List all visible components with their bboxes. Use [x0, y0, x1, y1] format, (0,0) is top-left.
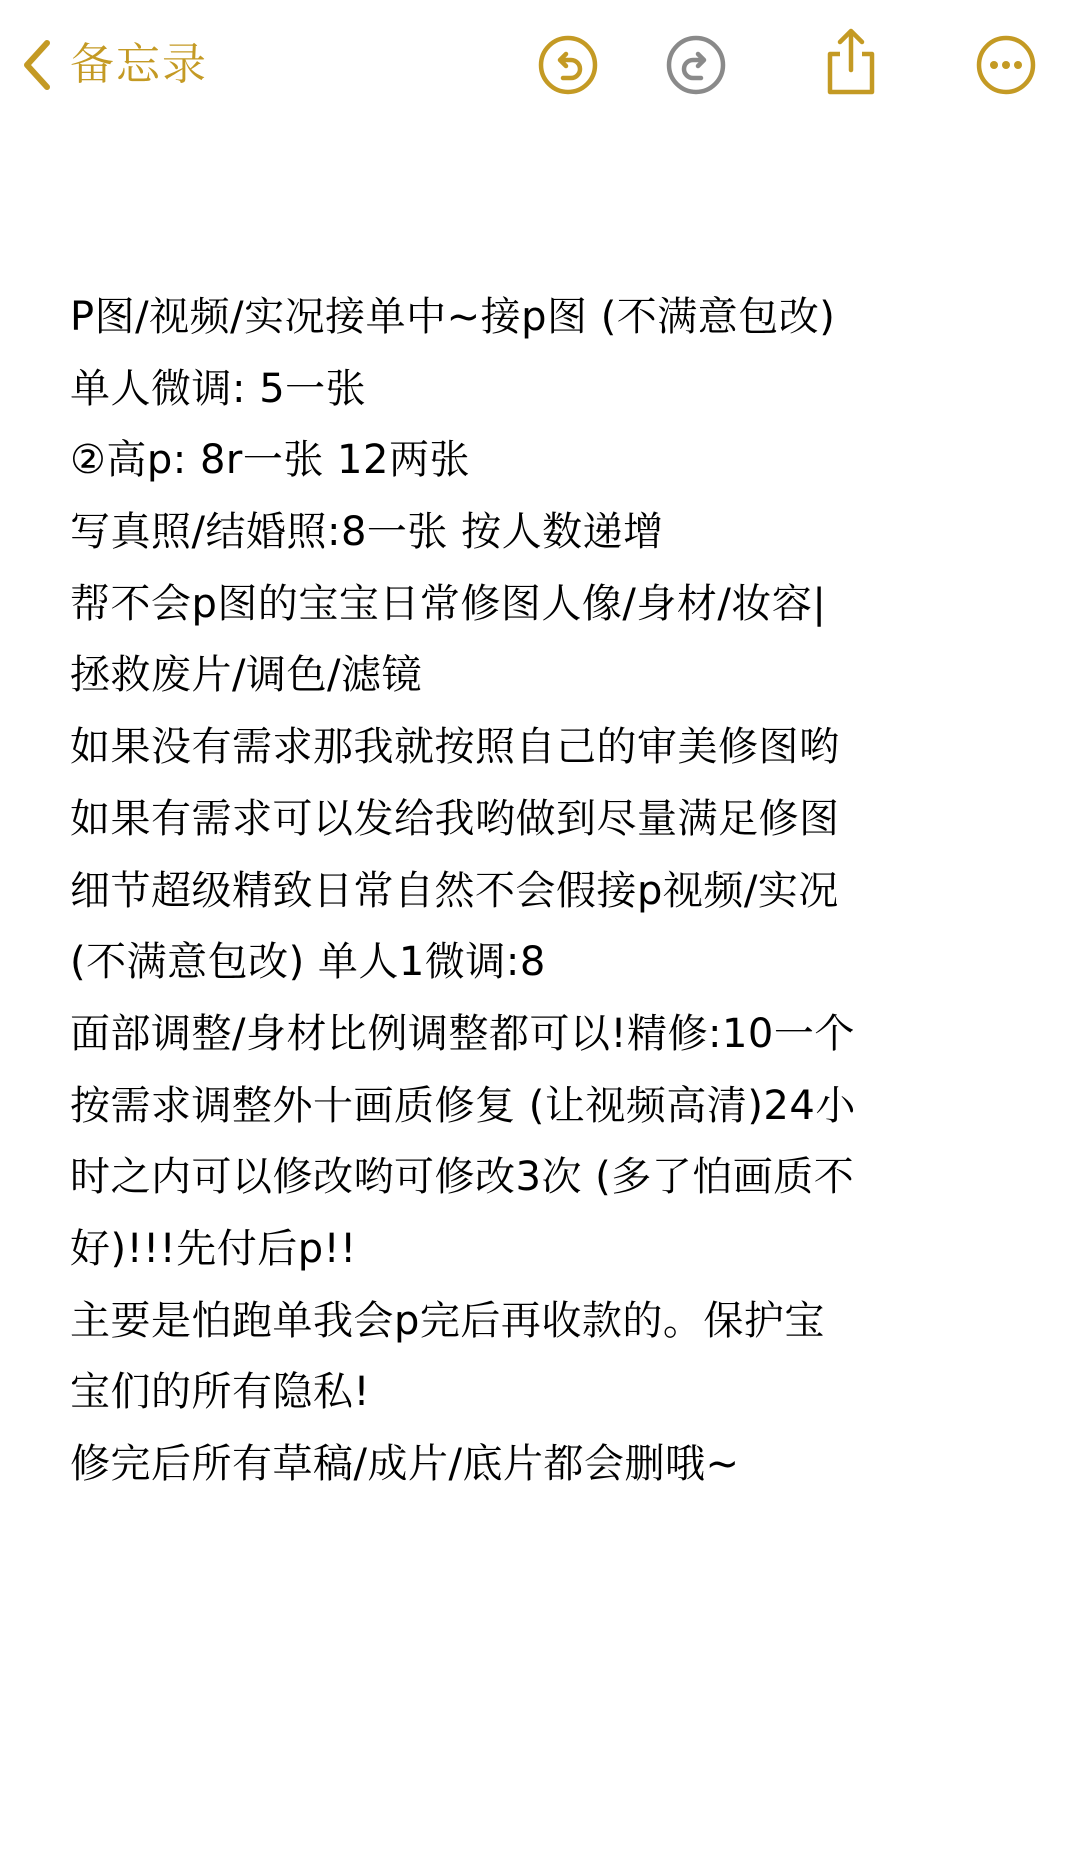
more-button[interactable] — [975, 34, 1037, 96]
note-line: 单人微调: 5一张 — [70, 365, 367, 412]
note-line: 帮不会p图的宝宝日常修图人像/身材/妆容| — [70, 580, 827, 627]
note-line: 细节超级精致日常自然不会假接p视频/实况 — [70, 867, 839, 914]
note-line: 时之内可以修改哟可修改3次 (多了怕画质不 — [70, 1154, 855, 1201]
redo-icon — [665, 34, 727, 96]
more-icon — [975, 34, 1037, 96]
note-line: 面部调整/身材比例调整都可以!精修:10一个 — [70, 1010, 855, 1057]
note-line: 写真照/结婚照:8一张 按人数递增 — [70, 509, 664, 556]
undo-button[interactable] — [537, 34, 599, 96]
note-line: 修完后所有草稿/成片/底片都会删哦~ — [70, 1441, 740, 1487]
note-line: 如果没有需求那我就按照自己的审美修图哟 — [70, 724, 840, 771]
note-body[interactable] — [70, 282, 1030, 1501]
navigation-bar — [0, 0, 1080, 140]
undo-icon — [537, 34, 599, 96]
share-icon — [822, 26, 880, 98]
back-label: 备忘录 — [70, 39, 208, 90]
note-line: 如果有需求可以发给我哟做到尽量满足修图 — [70, 795, 840, 842]
note-line: (不满意包改) 单人1微调:8 — [70, 939, 546, 986]
note-line: 拯救废片/调色/滤镜 — [70, 652, 422, 699]
chevron-left-icon — [22, 39, 52, 91]
note-line: 按需求调整外十画质修复 (让视频高清)24小 — [70, 1082, 856, 1129]
note-line: 好)!!!先付后p!! — [70, 1225, 357, 1272]
note-line: 主要是怕跑单我会p完后再收款的。保护宝 — [70, 1297, 825, 1344]
note-line: ②高p: 8r一张 12两张 — [70, 437, 470, 484]
note-line: 宝们的所有隐私! — [70, 1369, 371, 1416]
note-line: P图/视频/实况接单中~接p图 (不满意包改) — [70, 294, 836, 340]
redo-button[interactable] — [665, 34, 727, 96]
back-button[interactable] — [22, 32, 208, 98]
share-button[interactable] — [822, 26, 880, 98]
